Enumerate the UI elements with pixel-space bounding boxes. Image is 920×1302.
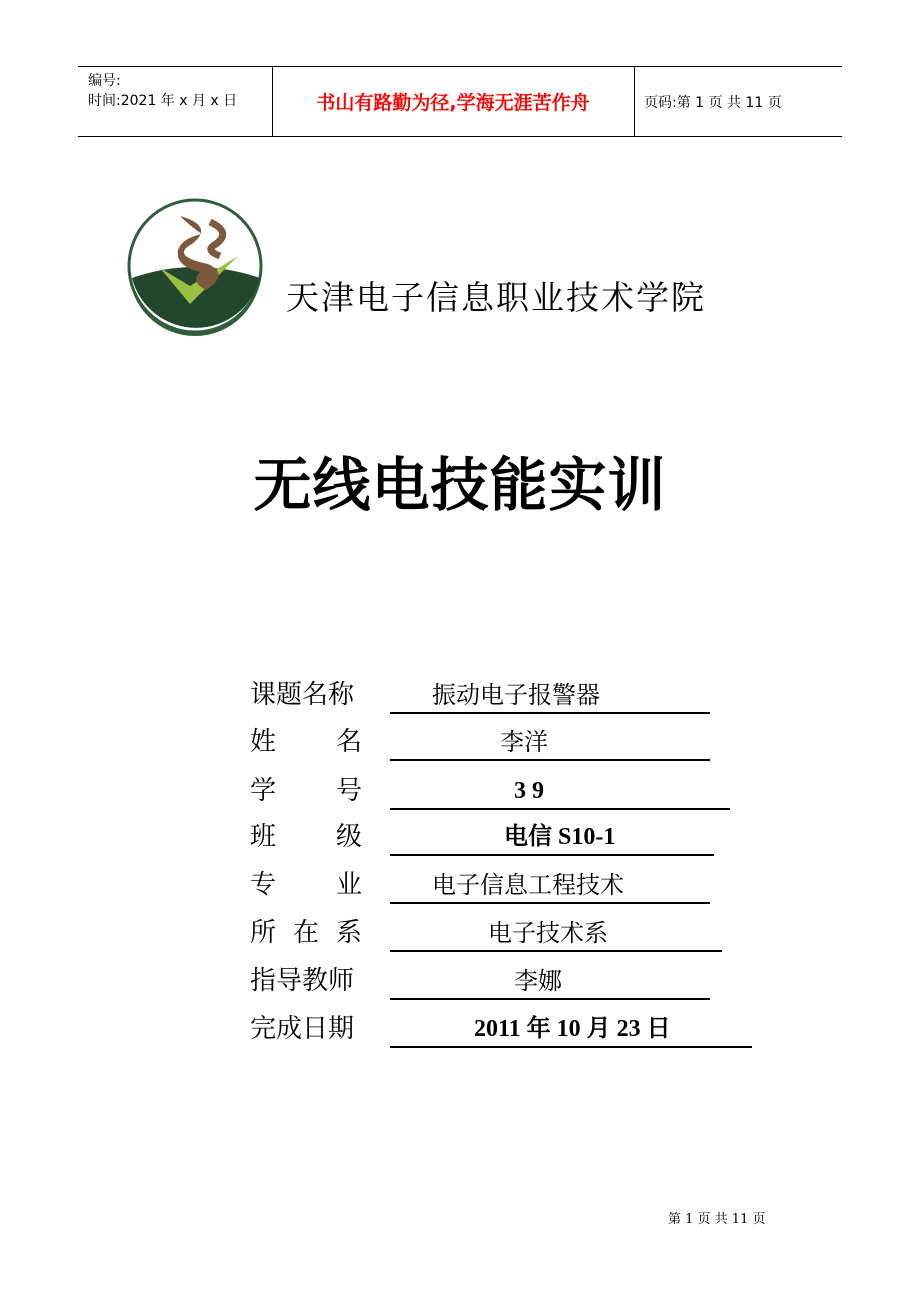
field-label: 姓 名 [250,727,362,757]
time-label: 时间:2021 年 x 月 x 日 [88,93,238,109]
field-value: 电子信息工程技术 [390,868,710,904]
header-meta [88,71,237,111]
number-label: 编号: [88,73,121,89]
field-value: 电信 S10-1 [390,820,714,856]
school-logo [120,186,270,336]
header-divider [634,67,635,136]
field-value: 3 9 [390,774,730,810]
report-title: 无线电技能实训 [253,451,667,519]
field-value: 电子技术系 [390,916,722,952]
field-label: 所 在 系 [250,918,362,948]
field-label: 专 业 [250,870,362,900]
document-header-table [78,66,842,137]
field-label: 学 号 [250,776,362,806]
field-label: 完成日期 [250,1014,355,1044]
field-value: 李洋 [390,725,710,761]
field-label: 课题名称 [250,680,355,710]
field-value: 李娜 [390,964,710,1000]
field-label: 班 级 [250,822,362,852]
field-value: 振动电子报警器 [390,678,710,714]
page-footer: 第 1 页 共 11 页 [668,1212,766,1227]
page-info: 页码:第 1 页 共 11 页 [644,94,782,111]
field-label: 指导教师 [250,966,355,996]
field-value: 2011 年 10 月 23 日 [390,1012,752,1048]
motto-text: 书山有路勤为径,学海无涯苦作舟 [316,92,590,114]
school-name: 天津电子信息职业技术学院 [286,278,706,317]
